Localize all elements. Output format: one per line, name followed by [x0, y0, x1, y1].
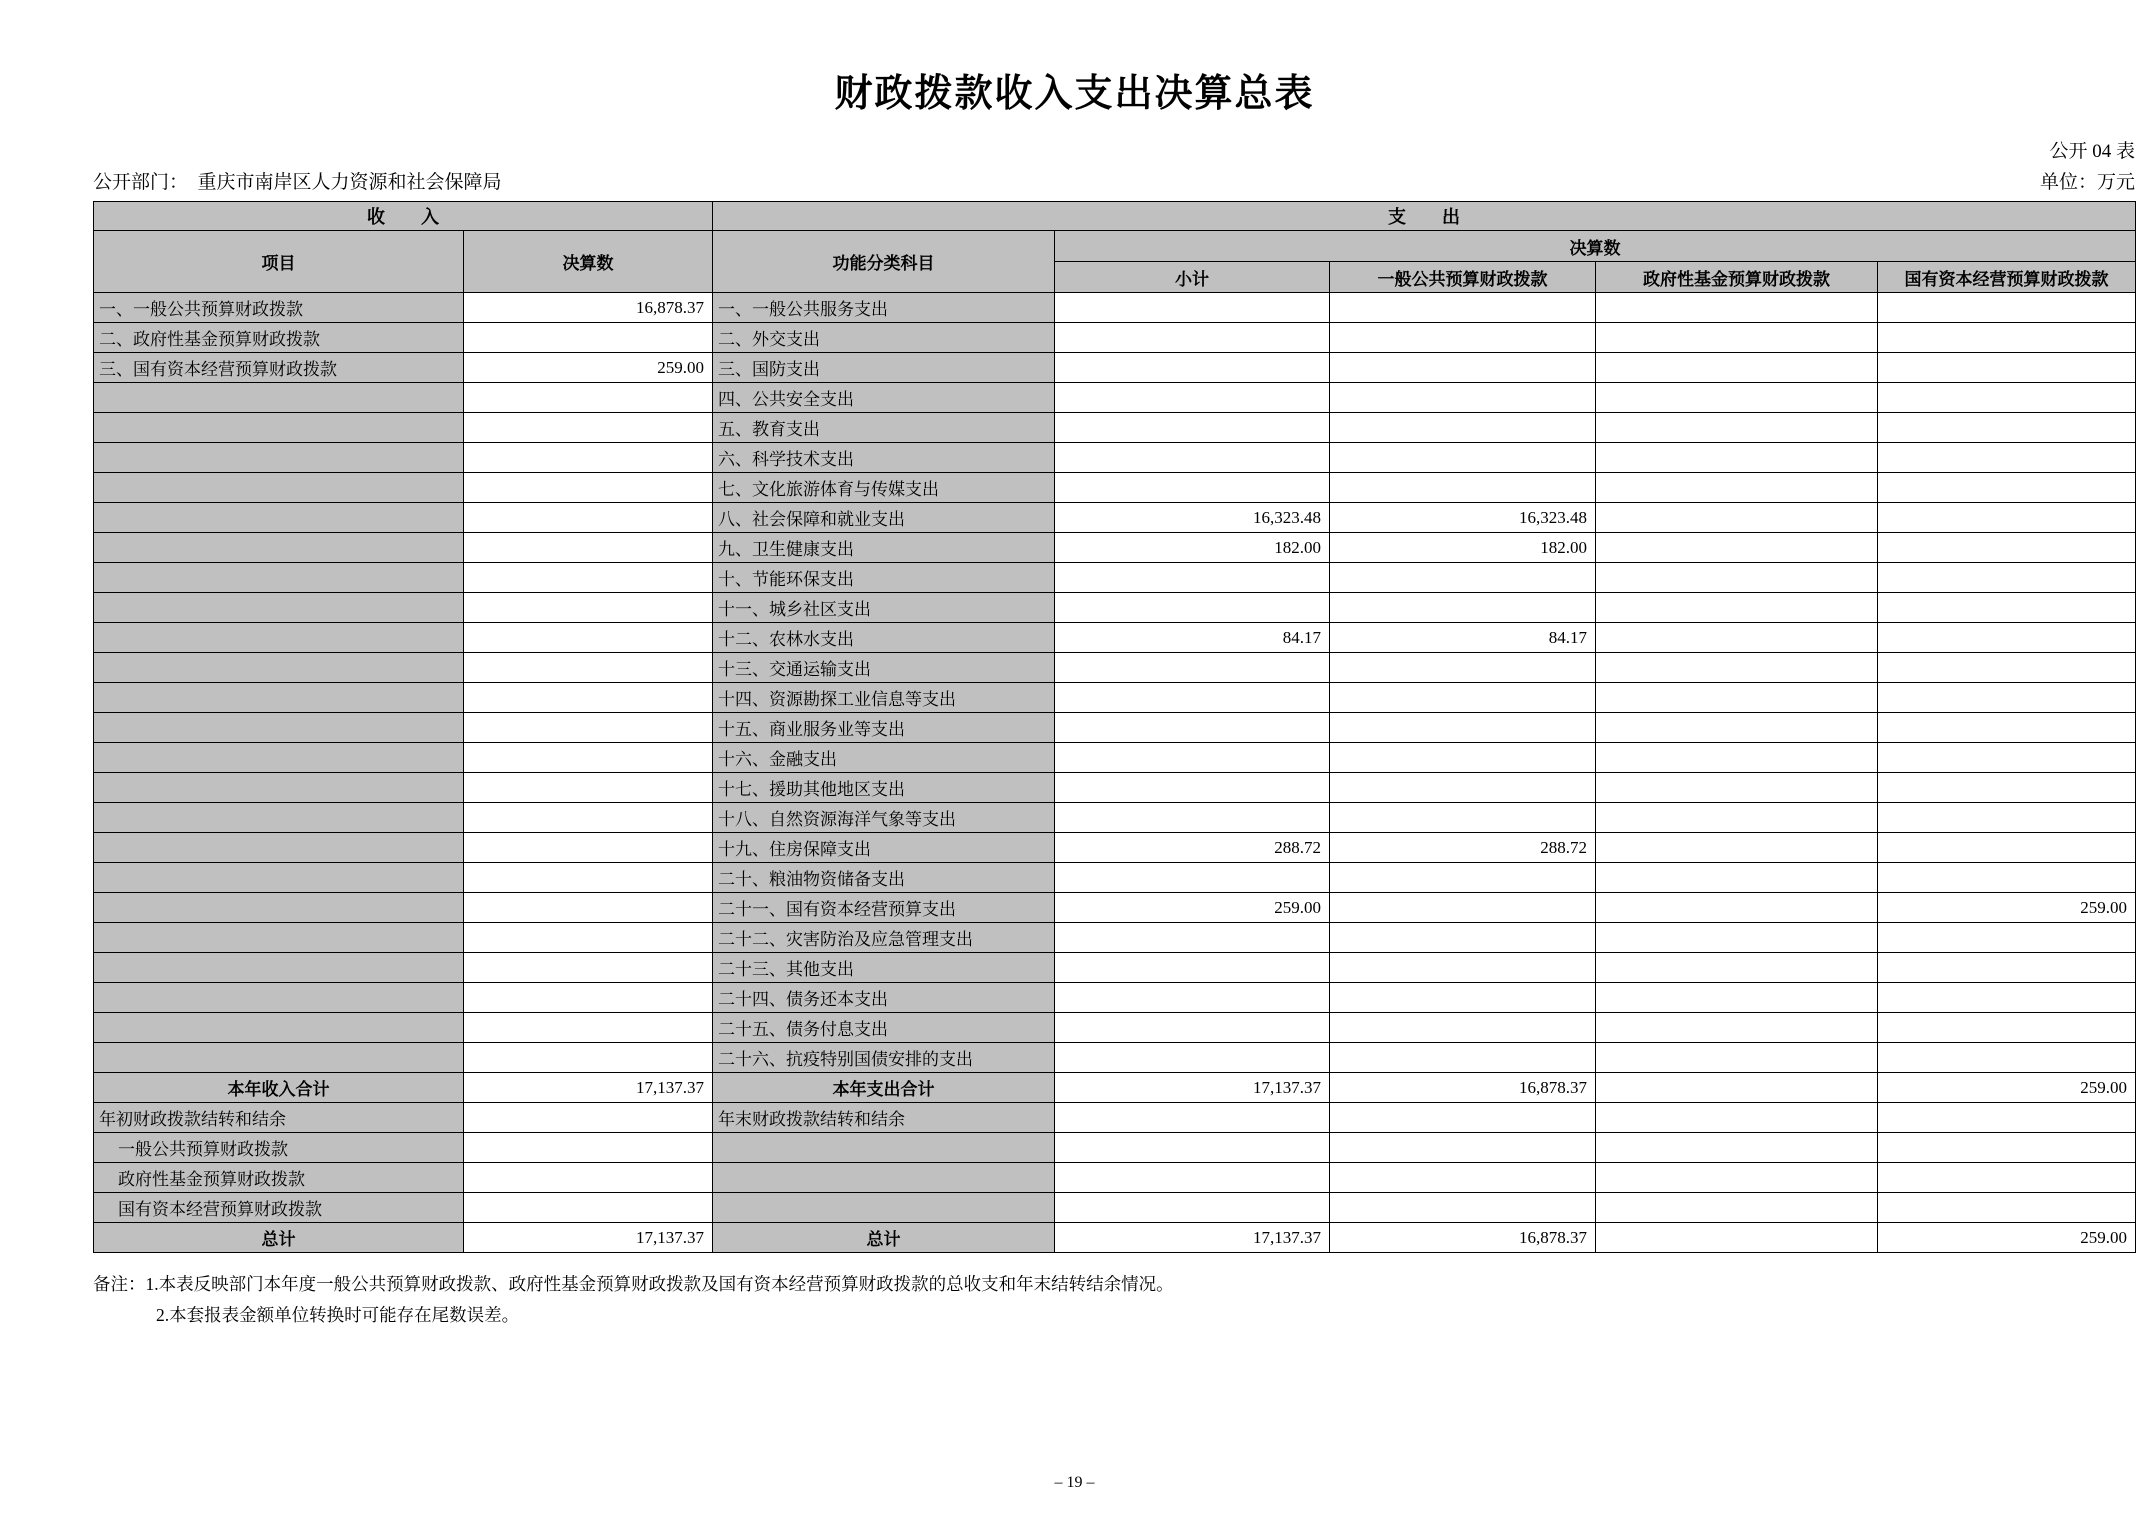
income-value-cell — [464, 953, 713, 983]
income-item-cell — [94, 473, 464, 503]
expense-general-cell — [1330, 563, 1596, 593]
expense-subtotal-cell: 288.72 — [1055, 833, 1330, 863]
expense-statecapital-cell — [1878, 743, 2136, 773]
expense-subtotal-cell — [1055, 473, 1330, 503]
table-row — [94, 623, 2136, 653]
expense-govfund-cell — [1596, 293, 1878, 323]
table-row — [94, 713, 2136, 743]
annual-expense-general: 16,878.37 — [1330, 1073, 1596, 1103]
page-title: 财政拨款收入支出决算总表 — [834, 73, 1315, 115]
expense-govfund-cell — [1596, 893, 1878, 923]
expense-general-cell — [1330, 413, 1596, 443]
expense-general-cell — [1330, 923, 1596, 953]
table-row — [94, 293, 2136, 323]
expense-govfund-cell — [1596, 533, 1878, 563]
table-row — [94, 353, 2136, 383]
expense-item-cell: 十八、自然资源海洋气象等支出 — [713, 803, 1055, 833]
carryover-sub-expense-cell — [713, 1133, 1055, 1163]
expense-general-cell — [1330, 983, 1596, 1013]
income-item-cell — [94, 923, 464, 953]
carryover-statecapital-label: 国有资本经营预算财政拨款 — [94, 1193, 464, 1223]
expense-govfund-cell — [1596, 713, 1878, 743]
carryover-begin-label: 年初财政拨款结转和结余 — [94, 1103, 464, 1133]
expense-general-cell — [1330, 743, 1596, 773]
footnote-line: 2.本套报表金额单位转换时可能存在尾数误差。 — [156, 1305, 520, 1326]
expense-item-cell: 十七、援助其他地区支出 — [713, 773, 1055, 803]
table-row — [94, 1043, 2136, 1073]
income-item-cell — [94, 743, 464, 773]
expense-item-cell: 四、公共安全支出 — [713, 383, 1055, 413]
income-value-cell — [464, 683, 713, 713]
expense-subtotal-cell: 16,323.48 — [1055, 503, 1330, 533]
expense-statecapital-cell — [1878, 803, 2136, 833]
table-row — [94, 323, 2136, 353]
expense-item-cell: 十一、城乡社区支出 — [713, 593, 1055, 623]
expense-general-cell — [1330, 653, 1596, 683]
income-item-cell — [94, 533, 464, 563]
table-row — [94, 653, 2136, 683]
table-row — [94, 923, 2136, 953]
income-section-header: 收 入 — [94, 202, 713, 231]
expense-govfund-cell — [1596, 563, 1878, 593]
expense-subtotal-cell — [1055, 683, 1330, 713]
expense-item-cell: 九、卫生健康支出 — [713, 533, 1055, 563]
unit-label: 单位：万元 — [2039, 172, 2135, 193]
expense-general-cell — [1330, 1043, 1596, 1073]
table-row — [94, 893, 2136, 923]
expense-statecapital-cell — [1878, 1013, 2136, 1043]
expense-statecapital-cell: 259.00 — [1878, 893, 2136, 923]
expense-subtotal-cell — [1055, 353, 1330, 383]
annual-income-total-label: 本年收入合计 — [94, 1073, 464, 1103]
carryover-end-govfund — [1596, 1103, 1878, 1133]
expense-govfund-cell — [1596, 803, 1878, 833]
expense-statecapital-cell — [1878, 353, 2136, 383]
expense-govfund-cell — [1596, 413, 1878, 443]
carryover-sub-subtotal — [1055, 1193, 1330, 1223]
carryover-sub-govfund — [1596, 1193, 1878, 1223]
expense-govfund-cell — [1596, 1013, 1878, 1043]
table-row — [94, 503, 2136, 533]
expense-statecapital-cell — [1878, 383, 2136, 413]
income-item-cell: 一、一般公共预算财政拨款 — [94, 293, 464, 323]
expense-statecapital-cell — [1878, 593, 2136, 623]
annual-expense-subtotal: 17,137.37 — [1055, 1073, 1330, 1103]
carryover-sub-general — [1330, 1133, 1596, 1163]
income-item-cell — [94, 443, 464, 473]
income-item-cell — [94, 593, 464, 623]
income-value-cell — [464, 383, 713, 413]
expense-item-cell: 二十三、其他支出 — [713, 953, 1055, 983]
income-item-cell — [94, 623, 464, 653]
expense-general-cell — [1330, 383, 1596, 413]
income-value-cell — [464, 563, 713, 593]
expense-subtotal-cell — [1055, 713, 1330, 743]
income-value-cell: 259.00 — [464, 353, 713, 383]
income-item-cell — [94, 713, 464, 743]
income-item-cell — [94, 863, 464, 893]
carryover-sub-expense-cell — [713, 1193, 1055, 1223]
expense-general-cell — [1330, 713, 1596, 743]
expense-govfund-cell — [1596, 383, 1878, 413]
grand-total-expense-label: 总计 — [713, 1223, 1055, 1253]
expense-subtotal-cell — [1055, 953, 1330, 983]
table-row — [94, 773, 2136, 803]
expense-general-cell — [1330, 1013, 1596, 1043]
col-header-function-category: 功能分类科目 — [713, 231, 1055, 293]
expense-govfund-cell — [1596, 443, 1878, 473]
grand-total-statecapital: 259.00 — [1878, 1223, 2136, 1253]
grand-total-govfund — [1596, 1223, 1878, 1253]
expense-general-cell — [1330, 683, 1596, 713]
table-row — [94, 953, 2136, 983]
table-code-label: 公开 04 表 — [2049, 141, 2135, 162]
expense-subtotal-cell: 259.00 — [1055, 893, 1330, 923]
expense-item-cell: 二十一、国有资本经营预算支出 — [713, 893, 1055, 923]
table-row — [94, 563, 2136, 593]
income-item-cell — [94, 893, 464, 923]
expense-govfund-cell — [1596, 323, 1878, 353]
income-value-cell — [464, 803, 713, 833]
table-row — [94, 803, 2136, 833]
table-row — [94, 983, 2136, 1013]
expense-item-cell: 十三、交通运输支出 — [713, 653, 1055, 683]
expense-item-cell: 十四、资源勘探工业信息等支出 — [713, 683, 1055, 713]
expense-subtotal-cell — [1055, 653, 1330, 683]
carryover-general-value — [464, 1133, 713, 1163]
finance-table — [93, 201, 2136, 1253]
col-header-item: 项目 — [94, 231, 464, 293]
carryover-sub-row — [94, 1133, 2136, 1163]
annual-expense-total-label: 本年支出合计 — [713, 1073, 1055, 1103]
carryover-header-row — [94, 1103, 2136, 1133]
carryover-sub-row — [94, 1193, 2136, 1223]
section-header-row — [94, 202, 2136, 231]
department-line: 公开部门： 重庆市南岸区人力资源和社会保障局 — [93, 172, 502, 193]
expense-general-cell — [1330, 773, 1596, 803]
income-item-cell — [94, 413, 464, 443]
table-row — [94, 1013, 2136, 1043]
col-header-gov-fund-budget: 政府性基金预算财政拨款 — [1596, 262, 1878, 293]
expense-item-cell: 二十、粮油物资储备支出 — [713, 863, 1055, 893]
annual-expense-statecapital: 259.00 — [1878, 1073, 2136, 1103]
table-row — [94, 473, 2136, 503]
income-value-cell — [464, 623, 713, 653]
table-row — [94, 593, 2136, 623]
expense-govfund-cell — [1596, 473, 1878, 503]
expense-item-cell: 二、外交支出 — [713, 323, 1055, 353]
income-item-cell: 二、政府性基金预算财政拨款 — [94, 323, 464, 353]
expense-govfund-cell — [1596, 773, 1878, 803]
income-value-cell — [464, 773, 713, 803]
table-row — [94, 833, 2136, 863]
annual-expense-govfund — [1596, 1073, 1878, 1103]
income-item-cell — [94, 503, 464, 533]
col-header-subtotal: 小计 — [1055, 262, 1330, 293]
table-row — [94, 533, 2136, 563]
col-header-state-capital-budget: 国有资本经营预算财政拨款 — [1878, 262, 2136, 293]
expense-govfund-cell — [1596, 1043, 1878, 1073]
expense-general-cell — [1330, 473, 1596, 503]
expense-item-cell: 十五、商业服务业等支出 — [713, 713, 1055, 743]
expense-govfund-cell — [1596, 953, 1878, 983]
expense-statecapital-cell — [1878, 293, 2136, 323]
expense-subtotal-cell — [1055, 293, 1330, 323]
income-value-cell — [464, 1043, 713, 1073]
expense-statecapital-cell — [1878, 773, 2136, 803]
income-value-cell — [464, 533, 713, 563]
expense-statecapital-cell — [1878, 983, 2136, 1013]
carryover-sub-row — [94, 1163, 2136, 1193]
expense-subtotal-cell — [1055, 743, 1330, 773]
carryover-begin-value — [464, 1103, 713, 1133]
carryover-sub-govfund — [1596, 1133, 1878, 1163]
footnotes — [93, 1269, 1174, 1331]
col-header-expense-final: 决算数 — [1055, 231, 2136, 262]
expense-govfund-cell — [1596, 923, 1878, 953]
expense-item-cell: 六、科学技术支出 — [713, 443, 1055, 473]
grand-total-general: 16,878.37 — [1330, 1223, 1596, 1253]
expense-item-cell: 十六、金融支出 — [713, 743, 1055, 773]
expense-statecapital-cell — [1878, 833, 2136, 863]
income-value-cell — [464, 443, 713, 473]
expense-general-cell — [1330, 863, 1596, 893]
grand-total-income-label: 总计 — [94, 1223, 464, 1253]
carryover-end-statecapital — [1878, 1103, 2136, 1133]
expense-item-cell: 十二、农林水支出 — [713, 623, 1055, 653]
expense-general-cell — [1330, 353, 1596, 383]
table-row — [94, 413, 2136, 443]
expense-govfund-cell — [1596, 863, 1878, 893]
income-item-cell — [94, 383, 464, 413]
carryover-sub-general — [1330, 1193, 1596, 1223]
carryover-sub-subtotal — [1055, 1163, 1330, 1193]
expense-govfund-cell — [1596, 593, 1878, 623]
carryover-sub-statecapital — [1878, 1163, 2136, 1193]
expense-subtotal-cell — [1055, 1043, 1330, 1073]
expense-general-cell — [1330, 953, 1596, 983]
expense-subtotal-cell — [1055, 413, 1330, 443]
income-item-cell — [94, 833, 464, 863]
expense-item-cell: 二十六、抗疫特别国债安排的支出 — [713, 1043, 1055, 1073]
expense-subtotal-cell: 84.17 — [1055, 623, 1330, 653]
expense-govfund-cell — [1596, 743, 1878, 773]
grand-total-row — [94, 1223, 2136, 1253]
expense-govfund-cell — [1596, 623, 1878, 653]
income-value-cell — [464, 653, 713, 683]
expense-statecapital-cell — [1878, 653, 2136, 683]
table-body — [94, 293, 2136, 1073]
expense-statecapital-cell — [1878, 323, 2136, 353]
income-value-cell — [464, 923, 713, 953]
expense-statecapital-cell — [1878, 563, 2136, 593]
expense-statecapital-cell — [1878, 923, 2136, 953]
expense-general-cell — [1330, 293, 1596, 323]
expense-subtotal-cell — [1055, 923, 1330, 953]
carryover-end-general — [1330, 1103, 1596, 1133]
expense-item-cell: 二十五、债务付息支出 — [713, 1013, 1055, 1043]
annual-total-row — [94, 1073, 2136, 1103]
table-row — [94, 683, 2136, 713]
income-item-cell — [94, 983, 464, 1013]
income-value-cell — [464, 503, 713, 533]
footnote-line: 备注：1.本表反映部门本年度一般公共预算财政拨款、政府性基金预算财政拨款及国有资本经营预算财政拨款的总收支和年末结转结余情况。 — [93, 1274, 1174, 1294]
income-value-cell — [464, 713, 713, 743]
carryover-govfund-label: 政府性基金预算财政拨款 — [94, 1163, 464, 1193]
carryover-govfund-value — [464, 1163, 713, 1193]
expense-section-header: 支 出 — [713, 202, 2136, 231]
expense-statecapital-cell — [1878, 413, 2136, 443]
income-item-cell — [94, 653, 464, 683]
expense-subtotal-cell — [1055, 803, 1330, 833]
expense-subtotal-cell — [1055, 863, 1330, 893]
carryover-sub-govfund — [1596, 1163, 1878, 1193]
carryover-sub-expense-cell — [713, 1163, 1055, 1193]
annual-income-total-value: 17,137.37 — [464, 1073, 713, 1103]
expense-statecapital-cell — [1878, 713, 2136, 743]
expense-statecapital-cell — [1878, 953, 2136, 983]
page-number: – 19 – — [1054, 1474, 1095, 1491]
income-item-cell — [94, 1013, 464, 1043]
expense-item-cell: 五、教育支出 — [713, 413, 1055, 443]
carryover-sub-subtotal — [1055, 1133, 1330, 1163]
table-row — [94, 443, 2136, 473]
income-value-cell — [464, 413, 713, 443]
expense-statecapital-cell — [1878, 503, 2136, 533]
expense-general-cell — [1330, 893, 1596, 923]
expense-govfund-cell — [1596, 683, 1878, 713]
carryover-sub-general — [1330, 1163, 1596, 1193]
carryover-end-subtotal — [1055, 1103, 1330, 1133]
expense-item-cell: 十、节能环保支出 — [713, 563, 1055, 593]
expense-general-cell: 288.72 — [1330, 833, 1596, 863]
carryover-statecapital-value — [464, 1193, 713, 1223]
income-item-cell — [94, 953, 464, 983]
col-header-general-budget: 一般公共预算财政拨款 — [1330, 262, 1596, 293]
income-value-cell: 16,878.37 — [464, 293, 713, 323]
finance-table-wrapper — [93, 201, 2136, 1253]
expense-subtotal-cell — [1055, 443, 1330, 473]
carryover-end-label: 年末财政拨款结转和结余 — [713, 1103, 1055, 1133]
expense-statecapital-cell — [1878, 1043, 2136, 1073]
income-item-cell: 三、国有资本经营预算财政拨款 — [94, 353, 464, 383]
income-value-cell — [464, 1013, 713, 1043]
income-item-cell — [94, 1043, 464, 1073]
table-row — [94, 743, 2136, 773]
expense-subtotal-cell — [1055, 983, 1330, 1013]
expense-item-cell: 一、一般公共服务支出 — [713, 293, 1055, 323]
expense-general-cell — [1330, 803, 1596, 833]
expense-general-cell — [1330, 443, 1596, 473]
expense-statecapital-cell — [1878, 443, 2136, 473]
expense-item-cell: 三、国防支出 — [713, 353, 1055, 383]
income-value-cell — [464, 863, 713, 893]
expense-subtotal-cell — [1055, 323, 1330, 353]
income-item-cell — [94, 803, 464, 833]
expense-item-cell: 十九、住房保障支出 — [713, 833, 1055, 863]
income-item-cell — [94, 683, 464, 713]
expense-general-cell — [1330, 593, 1596, 623]
income-value-cell — [464, 833, 713, 863]
income-value-cell — [464, 743, 713, 773]
expense-general-cell: 16,323.48 — [1330, 503, 1596, 533]
expense-govfund-cell — [1596, 833, 1878, 863]
expense-subtotal-cell — [1055, 563, 1330, 593]
carryover-sub-statecapital — [1878, 1193, 2136, 1223]
expense-subtotal-cell: 182.00 — [1055, 533, 1330, 563]
grand-total-income-value: 17,137.37 — [464, 1223, 713, 1253]
income-value-cell — [464, 983, 713, 1013]
expense-item-cell: 七、文化旅游体育与传媒支出 — [713, 473, 1055, 503]
income-item-cell — [94, 773, 464, 803]
expense-statecapital-cell — [1878, 683, 2136, 713]
expense-item-cell: 二十二、灾害防治及应急管理支出 — [713, 923, 1055, 953]
income-value-cell — [464, 593, 713, 623]
column-header-row — [94, 231, 2136, 262]
col-header-income-final: 决算数 — [464, 231, 713, 293]
expense-statecapital-cell — [1878, 473, 2136, 503]
income-value-cell — [464, 893, 713, 923]
expense-govfund-cell — [1596, 983, 1878, 1013]
table-row — [94, 383, 2136, 413]
expense-subtotal-cell — [1055, 383, 1330, 413]
expense-general-cell: 84.17 — [1330, 623, 1596, 653]
carryover-general-label: 一般公共预算财政拨款 — [94, 1133, 464, 1163]
income-item-cell — [94, 563, 464, 593]
expense-govfund-cell — [1596, 503, 1878, 533]
expense-statecapital-cell — [1878, 533, 2136, 563]
expense-item-cell: 八、社会保障和就业支出 — [713, 503, 1055, 533]
expense-govfund-cell — [1596, 653, 1878, 683]
expense-item-cell: 二十四、债务还本支出 — [713, 983, 1055, 1013]
grand-total-subtotal: 17,137.37 — [1055, 1223, 1330, 1253]
expense-statecapital-cell — [1878, 863, 2136, 893]
expense-subtotal-cell — [1055, 1013, 1330, 1043]
expense-general-cell — [1330, 323, 1596, 353]
table-footer-rows — [94, 1073, 2136, 1253]
expense-govfund-cell — [1596, 353, 1878, 383]
expense-subtotal-cell — [1055, 593, 1330, 623]
income-value-cell — [464, 473, 713, 503]
carryover-sub-statecapital — [1878, 1133, 2136, 1163]
table-row — [94, 863, 2136, 893]
income-value-cell — [464, 323, 713, 353]
expense-general-cell: 182.00 — [1330, 533, 1596, 563]
expense-subtotal-cell — [1055, 773, 1330, 803]
expense-statecapital-cell — [1878, 623, 2136, 653]
